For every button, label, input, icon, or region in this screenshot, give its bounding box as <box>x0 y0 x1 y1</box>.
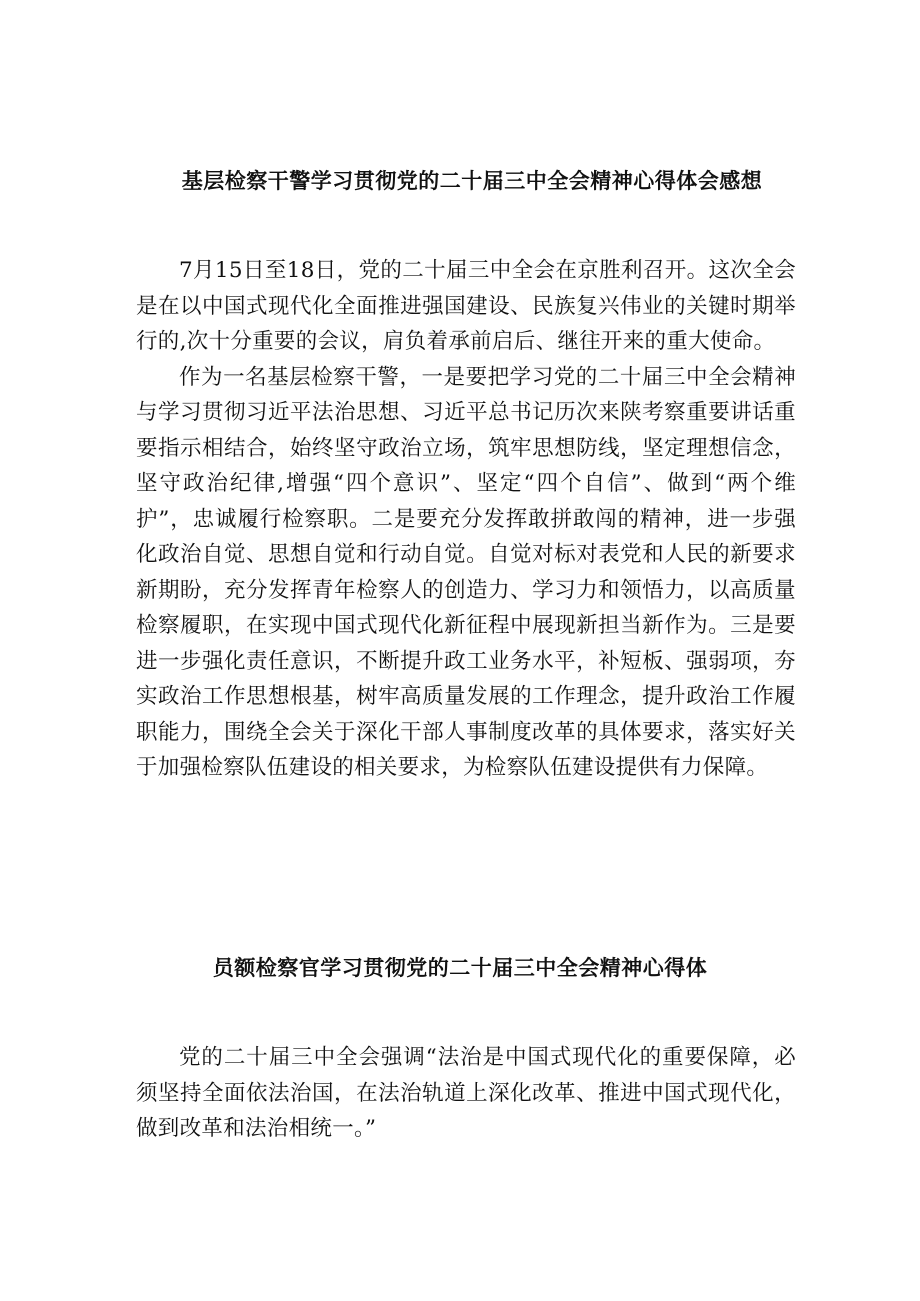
article-1-paragraph-2: 作为一名基层检察干警，一是要把学习党的二十届三中全会精神与学习贯彻习近平法治思想、习近平总书记历次来陕考察重要讲话重要指示相结合，始终坚守政治立场，筑牢思想防线，坚定理想信念，坚守政治纪律,增强“四个意识”、坚定“四个自信”、做到“两个维护”，忠诚履行检察职。二是要充分发挥敢拼敢闯的精神，进一步强化政治自觉、思想自觉和行动自觉。自觉对标对表党和人民的新要求新期盼，充分发挥青年检察人的创造力、学习力和领悟力，以高质量检察履职，在实现中国式现代化新征程中展现新担当新作为。三是要进一步强化责任意识，不断提升政工业务水平，补短板、强弱项，夯实政治工作思想根基，树牢高质量发展的工作理念，提升政治工作履职能力，围绕全会关于深化干部人事制度改革的具体要求，落实好关于加强检察队伍建设的相关要求，为检察队伍建设提供有力保障。 <box>136 364 797 780</box>
article-2-paragraph-1: 党的二十届三中全会强调“法治是中国式现代化的重要保障，必须坚持全面依法治国，在法治轨道上深化改革、推进中国式现代化，做到改革和法治相统一。” <box>136 1045 796 1141</box>
article-title-2: 员额检察官学习贯彻党的二十届三中全会精神心得体 <box>212 956 708 980</box>
article-body-1 <box>136 253 796 786</box>
article-title-1: 基层检察干警学习贯彻党的二十届三中全会精神心得体会感想 <box>181 169 763 193</box>
article-1-paragraph-1: 7月15日至18日，党的二十届三中全会在京胜利召开。这次全会是在以中国式现代化全面推进强国建设、民族复兴伟业的关键时期举行的,次十分重要的会议，肩负着承前启后、继往开来的重大使命。 <box>136 258 796 354</box>
article-body-2 <box>136 1040 796 1147</box>
